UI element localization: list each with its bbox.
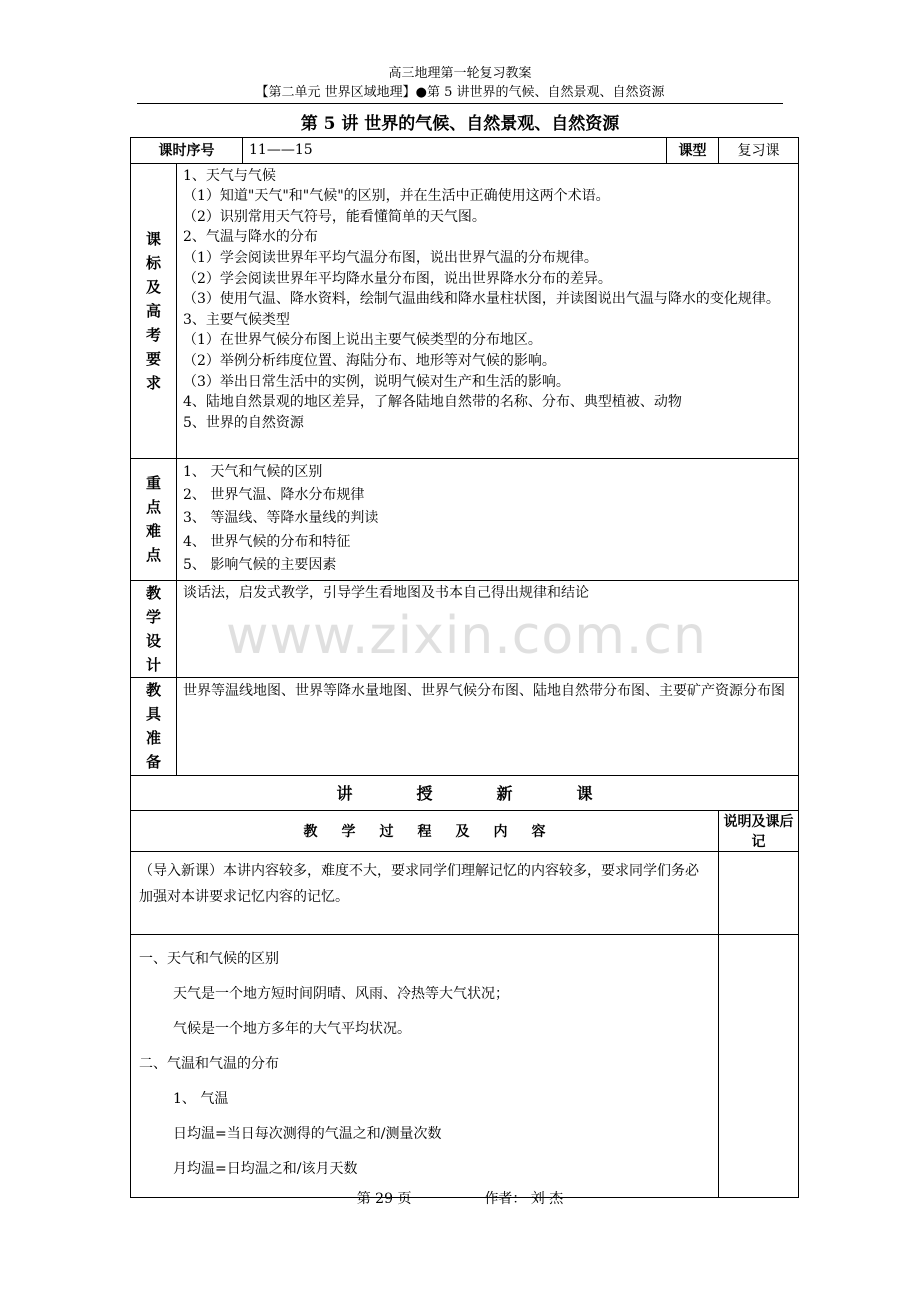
- label-char: 具: [145, 705, 161, 724]
- teaching-design-content: 谈话法，启发式教学，引导学生看地图及书本自己得出规律和结论: [177, 580, 799, 677]
- label-char: 点: [145, 546, 161, 565]
- list-item: 4、陆地自然景观的地区差异，了解各陆地自然带的名称、分布、典型植被、动物: [183, 394, 682, 411]
- lesson-plan-table: [130, 137, 799, 1198]
- seq-value: 11——15: [243, 138, 667, 164]
- label-char: 准: [145, 729, 161, 748]
- list-item: 3、 等温线、等降水量线的判读: [183, 510, 379, 527]
- process-heading-char: 教: [303, 823, 318, 840]
- body-line: 日均温=当日每次测得的气温之和/测量次数: [173, 1125, 442, 1142]
- header-line-1: 高三地理第一轮复习教案: [388, 66, 532, 81]
- list-item: （2）学会阅读世界年平均降水量分布图，说出世界降水分布的差异。: [183, 270, 612, 287]
- label-char: 点: [145, 498, 161, 517]
- requirements-content: [177, 163, 799, 458]
- teaching-aids-label: [131, 677, 177, 775]
- intro-row: [131, 851, 799, 934]
- label-char: 教: [145, 681, 161, 700]
- lecture-heading: [131, 775, 799, 810]
- body-line: 气候是一个地方多年的大气平均状况。: [173, 1020, 411, 1037]
- label-char: 计: [145, 655, 161, 674]
- label-char: 学: [145, 607, 161, 626]
- body-line: 1、 气温: [173, 1090, 229, 1107]
- list-item: 5、 影响气候的主要因素: [183, 557, 337, 574]
- lesson-title: 第 5 讲 世界的气候、自然景观、自然资源: [300, 114, 620, 134]
- page-number: 第 29 页: [356, 1191, 412, 1207]
- list-item: （1）在世界气候分布图上说出主要气候类型的分布地区。: [183, 332, 542, 349]
- list-item: （3）使用气温、降水资料，绘制气温曲线和降水量柱状图，并读图说出气温与降水的变化规律。: [183, 291, 780, 308]
- header-line-2: 【第二单元 世界区域地理】●第 5 讲世界的气候、自然景观、自然资源: [255, 85, 665, 100]
- body-line: 天气是一个地方短时间阴晴、风雨、冷热等大气状况；: [173, 985, 509, 1002]
- list-item: 3、主要气候类型: [183, 311, 290, 328]
- process-heading-char: 学: [341, 823, 356, 840]
- list-item: 4、 世界气候的分布和特征: [183, 533, 351, 550]
- list-item: （3）举出日常生活中的实例，说明气候对生产和生活的影响。: [183, 373, 570, 390]
- lecture-heading-row: [131, 775, 799, 810]
- intro-notes-cell: [719, 851, 799, 934]
- list-item: 2、 世界气温、降水分布规律: [183, 487, 365, 503]
- process-heading-row: [131, 810, 799, 851]
- requirements-label: [131, 163, 177, 458]
- label-char: 备: [145, 753, 161, 772]
- page-header: [0, 64, 920, 102]
- process-heading-char: 过: [379, 823, 394, 840]
- label-char: 重: [145, 474, 161, 493]
- list-item: （2）识别常用天气符号，能看懂简单的天气图。: [183, 208, 486, 225]
- list-item: 1、天气与气候: [183, 167, 276, 184]
- label-char: 难: [145, 522, 161, 541]
- process-heading-char: 容: [531, 823, 546, 840]
- header-rule: [137, 103, 783, 104]
- body-line: 一、天气和气候的区别: [139, 950, 279, 967]
- type-value: 复习课: [719, 138, 799, 164]
- process-body: [131, 934, 719, 1197]
- teaching-design-row: [131, 580, 799, 677]
- key-points-row: [131, 458, 799, 580]
- requirements-row: [131, 163, 799, 458]
- label-char: 求: [145, 373, 161, 392]
- teaching-aids-row: [131, 677, 799, 775]
- author: 作者： 刘 杰: [484, 1191, 564, 1207]
- list-item: （2）举例分析纬度位置、海陆分布、地形等对气候的影响。: [183, 352, 556, 369]
- list-item: 2、气温与降水的分布: [183, 229, 318, 246]
- label-char: 课: [145, 229, 161, 248]
- list-item: 5、世界的自然资源: [183, 414, 304, 431]
- lecture-heading-char: 新: [496, 784, 513, 804]
- info-row: [131, 138, 799, 164]
- type-label: 课型: [667, 138, 719, 164]
- process-heading-char: 程: [417, 823, 432, 840]
- label-char: 要: [145, 349, 161, 368]
- body-row: [131, 934, 799, 1197]
- process-heading-char: 内: [493, 823, 508, 840]
- key-points-content: [177, 458, 799, 580]
- lecture-heading-char: 课: [576, 784, 593, 804]
- list-item: （1）知道"天气"和"气候"的区别，并在生活中正确使用这两个术语。: [183, 188, 610, 205]
- notes-heading: 说明及课后记: [719, 810, 799, 851]
- label-char: 考: [145, 325, 161, 344]
- label-char: 设: [145, 631, 161, 650]
- list-item: 1、 天气和气候的区别: [183, 463, 323, 480]
- label-char: 及: [145, 277, 161, 296]
- intro-text: （导入新课）本讲内容较多，难度不大，要求同学们理解记忆的内容较多，要求同学们务必加强对本讲要求记忆内容的记忆。: [131, 851, 719, 934]
- key-points-label: [131, 458, 177, 580]
- body-notes-cell: [719, 934, 799, 1197]
- page-footer: [0, 1188, 920, 1208]
- teaching-design-label: [131, 580, 177, 677]
- lecture-heading-char: 授: [416, 784, 433, 804]
- body-line: 月均温=日均温之和/该月天数: [173, 1160, 358, 1177]
- seq-label: 课时序号: [131, 138, 243, 164]
- lecture-heading-char: 讲: [336, 784, 353, 804]
- watermark: www.zixin.com.cn: [226, 606, 707, 666]
- process-heading-char: 及: [455, 823, 470, 840]
- label-char: 教: [145, 583, 161, 602]
- process-heading: [131, 810, 719, 851]
- body-line: 二、气温和气温的分布: [139, 1055, 279, 1072]
- label-char: 标: [145, 253, 161, 272]
- list-item: （1）学会阅读世界年平均气温分布图，说出世界气温的分布规律。: [183, 249, 598, 266]
- label-char: 高: [145, 301, 161, 320]
- teaching-aids-content: 世界等温线地图、世界等降水量地图、世界气候分布图、陆地自然带分布图、主要矿产资源分布图: [177, 677, 799, 775]
